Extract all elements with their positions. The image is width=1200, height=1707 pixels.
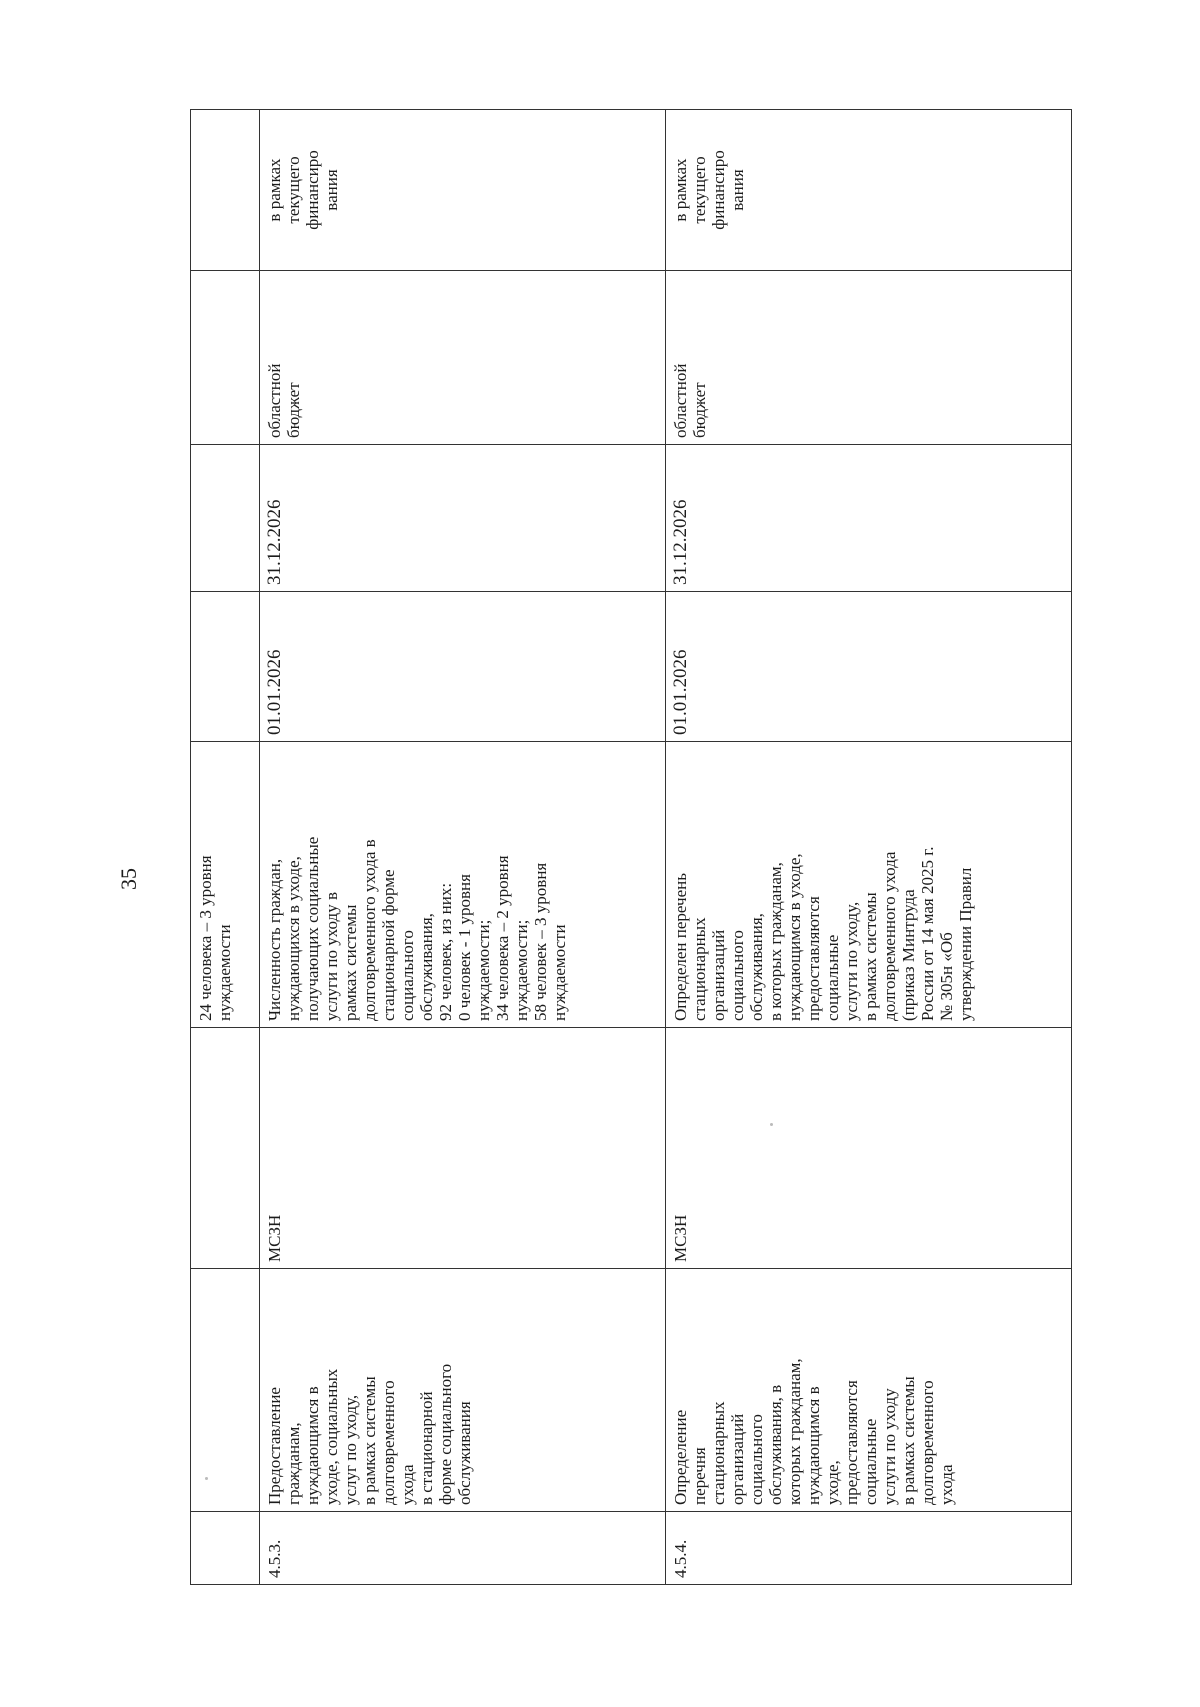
text-line: услуги по уходу в	[322, 892, 341, 1021]
cell-funding	[191, 110, 260, 271]
funding-amount	[260, 110, 666, 271]
text-line: 24 человека – 3 уровня	[196, 855, 215, 1021]
text-line: в рамках	[265, 158, 284, 222]
text-line: 92 человек, из них:	[436, 882, 455, 1021]
text-line: долговременного	[918, 1380, 937, 1505]
text-line: Определение	[671, 1409, 690, 1505]
text-line: вания	[728, 169, 747, 211]
text-line: нуждаемости;	[512, 919, 531, 1021]
text-line: нуждающимся в	[303, 1386, 322, 1505]
text-line: финансиро	[709, 150, 728, 230]
text-line: обслуживания	[455, 1401, 474, 1505]
cell-number	[191, 1512, 260, 1585]
text-line: финансиро	[303, 150, 322, 230]
text-line: областной	[265, 363, 284, 438]
text-line: в рамках системы	[899, 1376, 918, 1505]
text-line: 34 человека – 2 уровня	[493, 855, 512, 1021]
text-line: услуги по уходу,	[842, 901, 861, 1021]
text-line: социального	[728, 930, 747, 1021]
text-line: в рамках системы	[360, 1376, 379, 1505]
table-row	[666, 110, 1072, 1585]
text-line: вания	[322, 169, 341, 211]
text-line: уходе,	[823, 1460, 842, 1505]
text-line: получающих социальные	[303, 836, 322, 1021]
text-line: стационарной форме	[379, 869, 398, 1021]
end-date: 31.12.2026	[260, 445, 666, 592]
text-line: услуг по уходу,	[341, 1394, 360, 1505]
text-line: обслуживания, в	[766, 1384, 785, 1505]
text-line: бюджет	[690, 382, 709, 438]
text-line: нуждающихся в уходе,	[284, 856, 303, 1021]
text-line: стационарных	[690, 917, 709, 1021]
text-line: в рамках	[671, 158, 690, 222]
text-line: утверждении Правил	[956, 867, 975, 1021]
cell-name	[191, 1269, 260, 1512]
funding-source	[666, 271, 1072, 445]
text-line: услуги по уходу	[880, 1388, 899, 1505]
text-line: социальные	[861, 1418, 880, 1505]
funding-source	[260, 271, 666, 445]
activities-table	[190, 109, 1072, 1585]
text-line: уходе, социальных	[322, 1368, 341, 1505]
text-line: России от 14 мая 2025 г.	[918, 846, 937, 1021]
text-line: организаций	[709, 929, 728, 1021]
scan-speck	[205, 1477, 208, 1480]
text-line: организаций	[728, 1413, 747, 1505]
cell-start	[191, 592, 260, 742]
text-line: нуждаемости	[215, 924, 234, 1021]
text-line: обслуживания,	[747, 913, 766, 1021]
text-line: в рамках системы	[861, 892, 880, 1021]
text-line: нуждаемости	[550, 924, 569, 1021]
result-indicator	[260, 742, 666, 1028]
table-row	[260, 110, 666, 1585]
text-line: областной	[671, 363, 690, 438]
executor: МСЗН	[666, 1028, 1072, 1269]
text-line: Предоставление	[265, 1387, 284, 1505]
text-line: долговременного	[379, 1380, 398, 1505]
text-line: № 305н «Об	[937, 932, 956, 1021]
carryover-row	[191, 110, 260, 1585]
result-indicator	[666, 742, 1072, 1028]
start-date: 01.01.2026	[260, 592, 666, 742]
text-line: социального	[747, 1414, 766, 1505]
text-line: нуждающимся в	[804, 1386, 823, 1505]
text-line: Определен перечень	[671, 873, 690, 1021]
text-line: 58 человек – 3 уровня	[531, 862, 550, 1021]
text-line: текущего	[284, 156, 303, 224]
activity-name	[666, 1269, 1072, 1512]
text-line: форме социального	[436, 1363, 455, 1505]
text-line: в которых гражданам,	[766, 862, 785, 1021]
text-line: (приказ Минтруда	[899, 889, 918, 1021]
activity-name	[260, 1269, 666, 1512]
funding-amount	[666, 110, 1072, 271]
text-line: текущего	[690, 156, 709, 224]
text-line: обслуживания,	[417, 913, 436, 1021]
text-line: социальные	[823, 934, 842, 1021]
text-line: которых гражданам,	[785, 1358, 804, 1505]
text-line: Численность граждан,	[265, 858, 284, 1021]
text-line: в стационарной	[417, 1391, 436, 1505]
text-line: гражданам,	[284, 1422, 303, 1505]
text-line: 0 человек - 1 уровня	[455, 874, 474, 1021]
cell-executor	[191, 1028, 260, 1269]
text-line: перечня	[690, 1447, 709, 1505]
text-line: нуждаемости;	[474, 919, 493, 1021]
text-line: ухода	[937, 1464, 956, 1505]
row-number: 4.5.3.	[260, 1512, 666, 1585]
start-date: 01.01.2026	[666, 592, 1072, 742]
cell-indicator	[191, 742, 260, 1028]
text-line: бюджет	[284, 382, 303, 438]
executor: МСЗН	[260, 1028, 666, 1269]
row-number: 4.5.4.	[666, 1512, 1072, 1585]
cell-source	[191, 271, 260, 445]
text-line: социального	[398, 930, 417, 1021]
text-line: рамках системы	[341, 904, 360, 1021]
end-date: 31.12.2026	[666, 445, 1072, 592]
scan-speck	[770, 1123, 773, 1126]
text-line: долговременного ухода	[880, 851, 899, 1021]
cell-end	[191, 445, 260, 592]
text-line: предоставляются	[842, 1380, 861, 1505]
text-line: стационарных	[709, 1401, 728, 1505]
text-line: ухода	[398, 1464, 417, 1505]
rotated-table-container	[190, 110, 1138, 1585]
text-line: нуждающимся в уходе,	[785, 853, 804, 1021]
page-number: 35	[116, 868, 141, 890]
text-line: предоставляются	[804, 896, 823, 1021]
text-line: долговременного ухода в	[360, 839, 379, 1021]
